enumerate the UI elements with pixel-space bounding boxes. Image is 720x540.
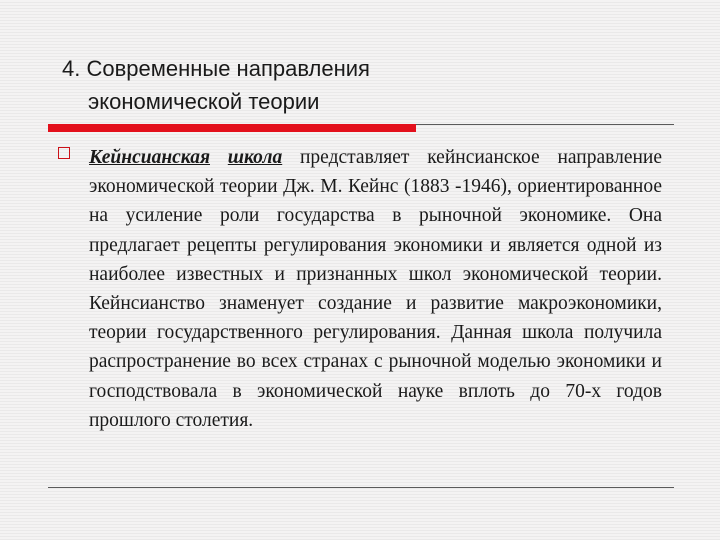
slide-title-line1: 4. Современные направления	[62, 56, 370, 81]
paragraph-text: представляет кейнсианское направление экономической теории Дж. М. Кейнс (1883 -1946), ориентированное на усиление роли государства в рыночной экономике. Она предлагает рецепты регулирования экономики и является одной из наиболее известных и признанных школ экономической теории. Кейнсианство знаменует создание и развитие макроэкономики, теории государственного регулирования. Данная школа получила распространение во всех странах с рыночной моделью экономики и господствовала в экономической науке вплоть до 70-х годов прошлого столетия.	[89, 147, 662, 431]
body-paragraph	[89, 143, 662, 435]
term-keynesian: Кейнсианская	[89, 147, 210, 168]
hollow-square-bullet-icon	[58, 147, 70, 159]
slide-title-line2: экономической теории	[88, 89, 320, 114]
bottom-divider	[48, 487, 674, 488]
term-school: школа	[227, 147, 283, 168]
title-accent-bar	[48, 124, 416, 132]
slide-title	[62, 52, 370, 118]
